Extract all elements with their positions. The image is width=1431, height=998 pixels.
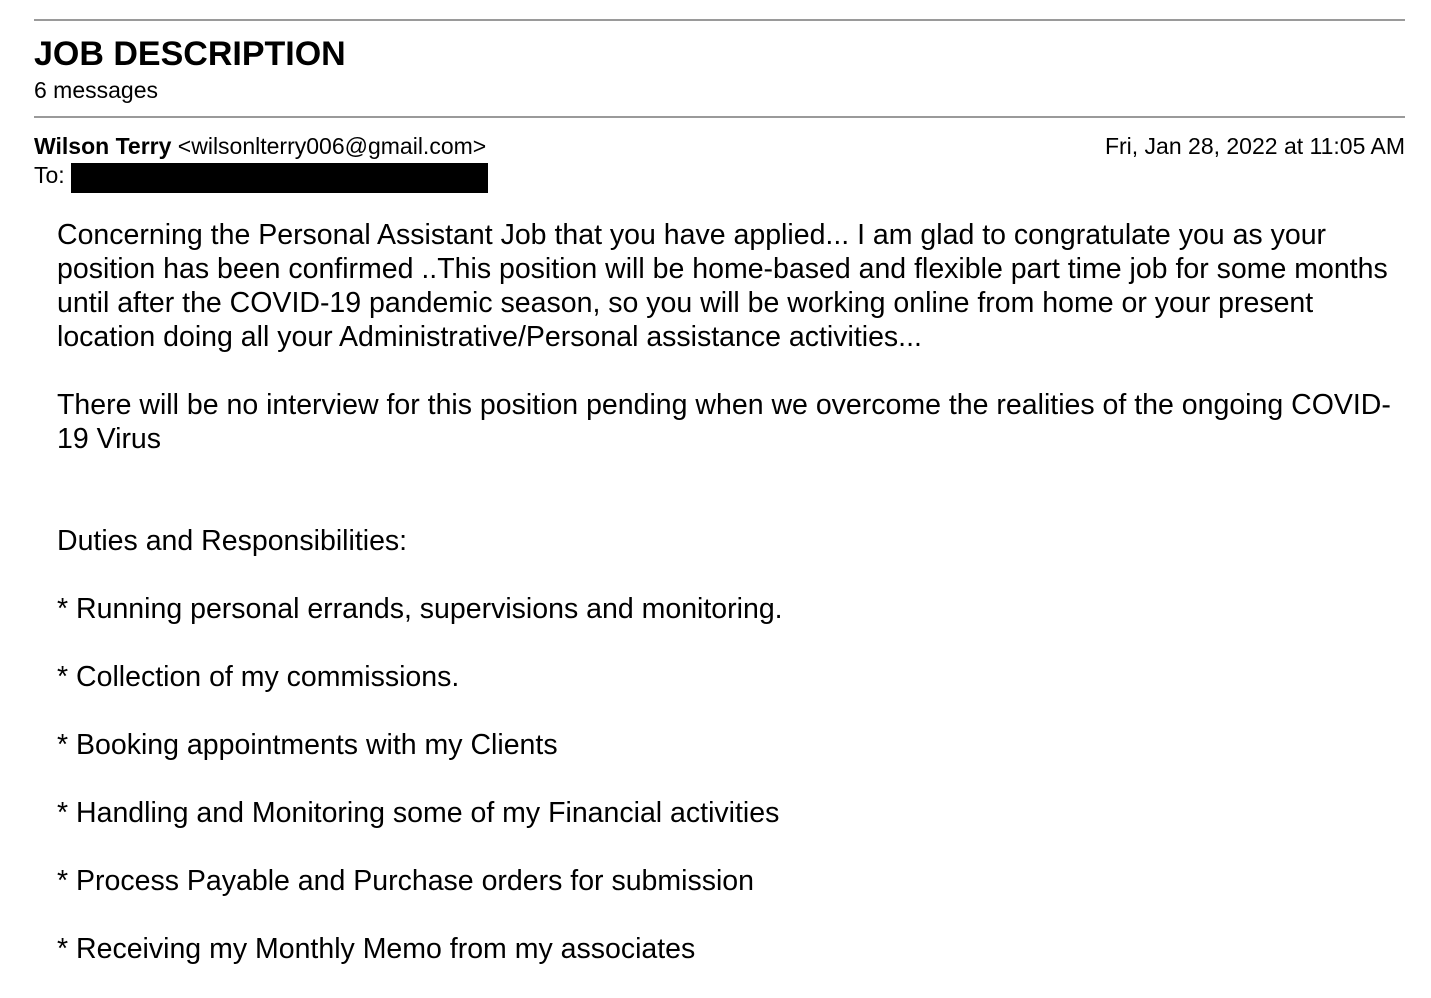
- duty-item: * Process Payable and Purchase orders for submission: [57, 865, 755, 897]
- duty-item: * Receiving my Monthly Memo from my associates: [57, 933, 696, 965]
- body-paragraph: There will be no interview for this position pending when we overcome the realities of the ongoing COVID-19 Virus: [57, 389, 1391, 455]
- sender-name: Wilson Terry: [34, 133, 172, 159]
- top-divider: [34, 19, 1405, 21]
- redacted-recipient: [71, 163, 488, 193]
- message-body: [57, 218, 1402, 966]
- message-count: 6 messages: [34, 77, 159, 103]
- recipient-label: To:: [34, 162, 65, 188]
- body-paragraph: Concerning the Personal Assistant Job that you have applied... I am glad to congratulate you as your position has been confirmed ..This position will be home-based and flexible part time job for some months until after the COVID-19 pandemic season, so you will be working online from home or your present location doing all your Administrative/Personal assistance activities...: [57, 219, 1388, 353]
- duties-heading: Duties and Responsibilities:: [57, 525, 408, 557]
- sender-email[interactable]: <wilsonlterry006@gmail.com>: [177, 133, 487, 159]
- duty-item: * Running personal errands, supervisions and monitoring.: [57, 593, 783, 625]
- duty-item: * Collection of my commissions.: [57, 661, 460, 693]
- email-subject: JOB DESCRIPTION: [34, 35, 346, 73]
- duty-item: * Handling and Monitoring some of my Financial activities: [57, 797, 780, 829]
- sender-line: [34, 132, 486, 160]
- header-divider: [34, 116, 1405, 118]
- message-date: Fri, Jan 28, 2022 at 11:05 AM: [1104, 133, 1405, 159]
- duty-item: * Booking appointments with my Clients: [57, 729, 558, 761]
